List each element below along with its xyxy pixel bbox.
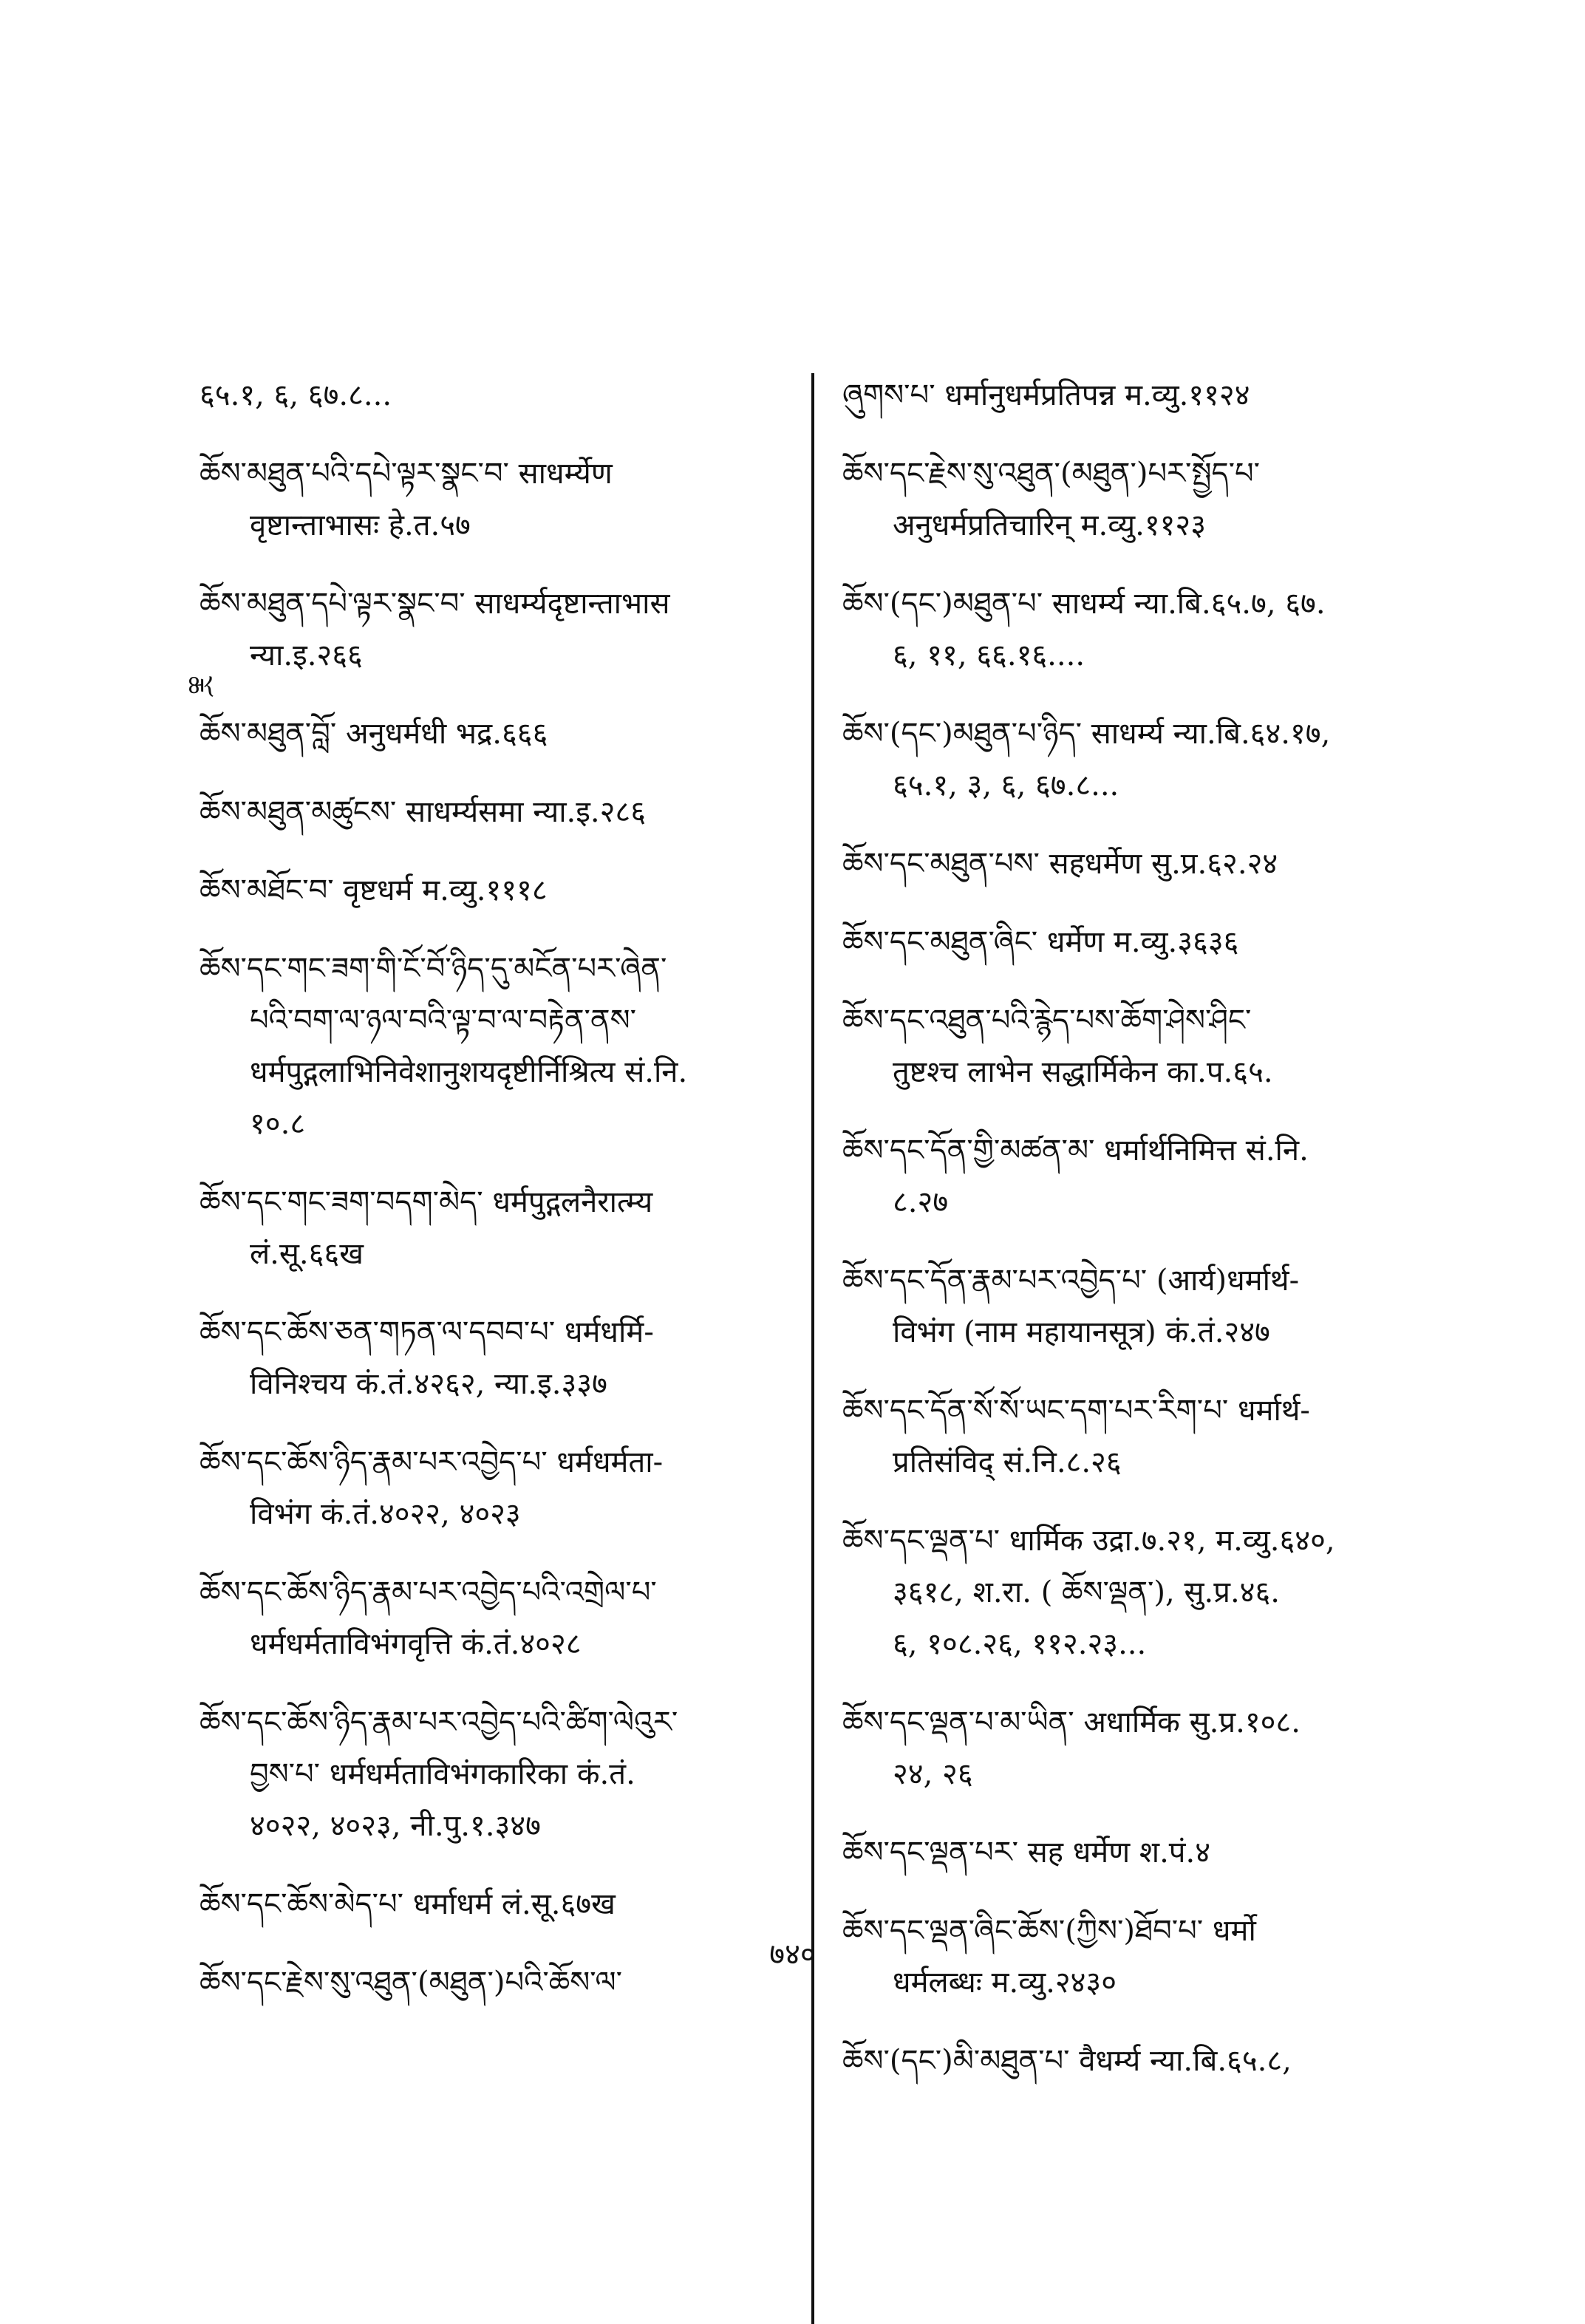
entry-headline: ཆོས་(དང་)མཐུན་པ་ཉིད་ साधर्म्य न्या.बि.६४.१७, xyxy=(842,717,1331,751)
right-column xyxy=(842,369,1434,2113)
dictionary-entry xyxy=(200,369,791,421)
entry-continuation: ६, ११, ६६.१६.... xyxy=(893,638,1085,672)
entry-headline: ཆོས་དང་ཆོས་ཉིད་རྣམ་པར་འབྱེད་པ་ धर्मधर्मता- xyxy=(200,1445,664,1479)
dictionary-entry xyxy=(842,2035,1434,2087)
dictionary-entry xyxy=(200,786,791,838)
entry-continuation: धर्मधर्मताविभंगवृत्ति कं.तं.४०२८ xyxy=(250,1627,582,1661)
dictionary-entry xyxy=(842,1697,1434,1800)
entry-headline: ཆོས་དང་ཆོས་ཅན་གཏན་ལ་དབབ་པ་ धर्मधर्मि- xyxy=(200,1315,654,1349)
entry-headline: ཆོས་(དང་)མི་མཐུན་པ་ वैधर्म्य न्या.बि.६५.८, xyxy=(842,2044,1292,2078)
entry-headline: ཆོས་དང་ལྡན་པར་ सह धर्मेण श.पं.४ xyxy=(842,1836,1211,1870)
entry-continuation: ६५.१, ३, ६, ६७.८... xyxy=(893,769,1119,803)
entry-headline: ཞུགས་པ་ धर्मानुधर्मप्रतिपन्न म.व्यु.११२४ xyxy=(842,378,1250,412)
entry-headline: ཆོས་དང་གང་ཟག་བདག་མེད་ धर्मपुद्गलनैरात्म्य xyxy=(200,1185,653,1219)
entry-continuation: न्या.इ.२६६ xyxy=(250,638,363,672)
entry-headline: ཆོས་དང་རྗེས་སུ་འཐུན་(མཐུན་)པའི་ཆོས་ལ་ xyxy=(200,1966,623,2000)
dictionary-entry xyxy=(842,1255,1434,1358)
dictionary-entry xyxy=(842,369,1434,421)
entry-continuation: तुष्टश्च लाभेन सद्धार्मिकेन का.प.६५. xyxy=(893,1055,1273,1089)
dictionary-entry xyxy=(200,1176,791,1280)
dictionary-entry xyxy=(842,838,1434,890)
dictionary-entry xyxy=(842,708,1434,811)
entry-continuation: वृष्टान्ताभासः हे.त.५७ xyxy=(250,508,471,542)
entry-continuation: ४०२२, ४०२३, नी.पु.१.३४७ xyxy=(250,1809,541,1843)
entry-continuation: अनुधर्मप्रतिचारिन् म.व्यु.११२३ xyxy=(893,508,1207,542)
dictionary-entry xyxy=(842,448,1434,551)
entry-continuation: ३६१८, श.रा. ( ཆོས་ལྡན་), सु.प्र.४६. xyxy=(893,1575,1280,1609)
dictionary-entry xyxy=(842,916,1434,968)
entry-headline: ཆོས་དང་ཆོས་ཉིད་རྣམ་པར་འབྱེད་པའི་འགྲེལ་པ་ xyxy=(200,1575,657,1609)
entry-continuation: लं.सू.६६ख xyxy=(250,1237,364,1271)
dictionary-entry xyxy=(200,865,791,916)
dictionary-entry xyxy=(200,1306,791,1410)
entry-continuation: धर्मपुद्गलाभिनिवेशानुशयदृष्टीर्निश्रित्य सं.नि. xyxy=(250,1055,688,1089)
dictionary-entry xyxy=(842,1385,1434,1488)
entry-continuation: བྱས་པ་ धर्मधर्मताविभंगकारिका कं.तं. xyxy=(250,1757,635,1791)
entry-headline: ཆོས་དང་ལྡན་པ་མ་ཡིན་ अधार्मिक सु.प्र.१०८. xyxy=(842,1705,1301,1739)
entry-continuation: १०.८ xyxy=(250,1107,306,1141)
entry-headline: ཆོས་དང་དོན་སོ་སོ་ཡང་དག་པར་རིག་པ་ धर्मार्थ- xyxy=(842,1394,1310,1428)
dictionary-entry xyxy=(200,1697,791,1852)
entry-headline: ཆོས་དང་ཆོས་ཉིད་རྣམ་པར་འབྱེད་པའི་ཚིག་ལེའུར་ xyxy=(200,1705,678,1739)
dictionary-entry xyxy=(200,578,791,681)
dictionary-entry xyxy=(200,1437,791,1540)
dictionary-entry xyxy=(200,1878,791,1930)
dictionary-entry xyxy=(842,1125,1434,1228)
left-column xyxy=(200,369,791,2035)
margin-mark: ཆོ xyxy=(180,676,209,695)
entry-continuation: ८.२७ xyxy=(893,1185,949,1219)
dictionary-entry xyxy=(842,1827,1434,1878)
entry-headline: ཆོས་དང་རྗེས་སུ་འཐུན་(མཐུན་)པར་སྤྱོད་པ་ xyxy=(842,457,1261,491)
dictionary-entry xyxy=(842,995,1434,1098)
entry-continuation: विभंग (नाम महायानसूत्र) कं.तं.२४७ xyxy=(893,1315,1270,1349)
entry-continuation: प्रतिसंविद् सं.नि.८.२६ xyxy=(893,1445,1122,1479)
dictionary-entry xyxy=(200,708,791,760)
entry-headline: ཆོས་(དང་)མཐུན་པ་ साधर्म्य न्या.बि.६५.७, ६७. xyxy=(842,587,1326,621)
entry-headline: ཆོས་མཐོང་བ་ वृष्टधर्म म.व्यु.१११८ xyxy=(200,873,548,907)
entry-continuation: ६, १०८.२६, ११२.२३... xyxy=(893,1627,1147,1661)
entry-headline: ཆོས་མཐུན་པའི་དཔེ་ལྟར་སྣང་བ་ साधर्म्येण xyxy=(200,457,613,491)
entry-headline: ཆོས་དང་གང་ཟག་གི་ངོ་བོ་ཉིད་དུ་མངོན་པར་ཞེན་ xyxy=(200,952,667,986)
entry-headline: ཆོས་དང་ལྡན་ཞིང་ཆོས་(ཀྱིས་)ཐོབ་པ་ धर्मो xyxy=(842,1914,1256,1948)
entry-headline: ཆོས་མཐུན་མཚུངས་ साधर्म्यसमा न्या.इ.२८६ xyxy=(200,795,647,829)
entry-headline: ཆོས་དང་དོན་གྱི་མཚན་མ་ धर्मार्थनिमित्त सं.नि. xyxy=(842,1134,1309,1168)
entry-continuation: विभंग कं.तं.४०२२, ४०२३ xyxy=(250,1497,521,1531)
page-number: ७४० xyxy=(769,1938,816,1972)
dictionary-entry xyxy=(200,448,791,551)
dictionary-entry xyxy=(200,1567,791,1670)
entry-continuation: विनिश्चय कं.तं.४२६२, न्या.इ.३३७ xyxy=(250,1367,607,1401)
entry-headline: ཆོས་དང་འཐུན་པའི་རྙེད་པས་ཆོག་ཤེས་ཤིང་ xyxy=(842,1003,1252,1037)
entry-headline: ཆོས་མཐུན་དཔེ་ལྟར་སྣང་བ་ साधर्म्यदृष्टान्ताभास xyxy=(200,587,670,621)
dictionary-entry xyxy=(842,1515,1434,1670)
entry-headline: ཆོས་དང་ཆོས་མེད་པ་ धर्माधर्म लं.सू.६७ख xyxy=(200,1887,616,1921)
entry-headline: ཆོས་མཐུན་བློ་ अनुधर्मधी भद्र.६६६ xyxy=(200,717,548,751)
entry-headline: ཆོས་དང་དོན་རྣམ་པར་འབྱེད་པ་ (आर्य)धर्मार्थ- xyxy=(842,1264,1300,1298)
entry-continuation: धर्मलब्धः म.व्यु.२४३० xyxy=(893,1966,1117,2000)
entry-headline: ६५.१, ६, ६७.८... xyxy=(200,378,392,412)
entry-headline: ཆོས་དང་ལྡན་པ་ धार्मिक उद्रा.७.२१, म.व्यु.६४०, xyxy=(842,1524,1335,1558)
dictionary-entry xyxy=(200,943,791,1150)
dictionary-entry xyxy=(842,578,1434,681)
column-divider xyxy=(811,373,814,2324)
entry-headline: ཆོས་དང་མཐུན་ཞིང་ धर्मेण म.व्यु.३६३६ xyxy=(842,925,1239,959)
entry-continuation: २४, २६ xyxy=(893,1757,973,1791)
entry-headline: ཆོས་དང་མཐུན་པས་ सहधर्मेण सु.प्र.६२.२४ xyxy=(842,847,1278,881)
entry-continuation: པའི་བག་ལ་ཉལ་བའི་ལྟ་བ་ལ་བརྟེན་ནས་ xyxy=(250,1003,636,1037)
